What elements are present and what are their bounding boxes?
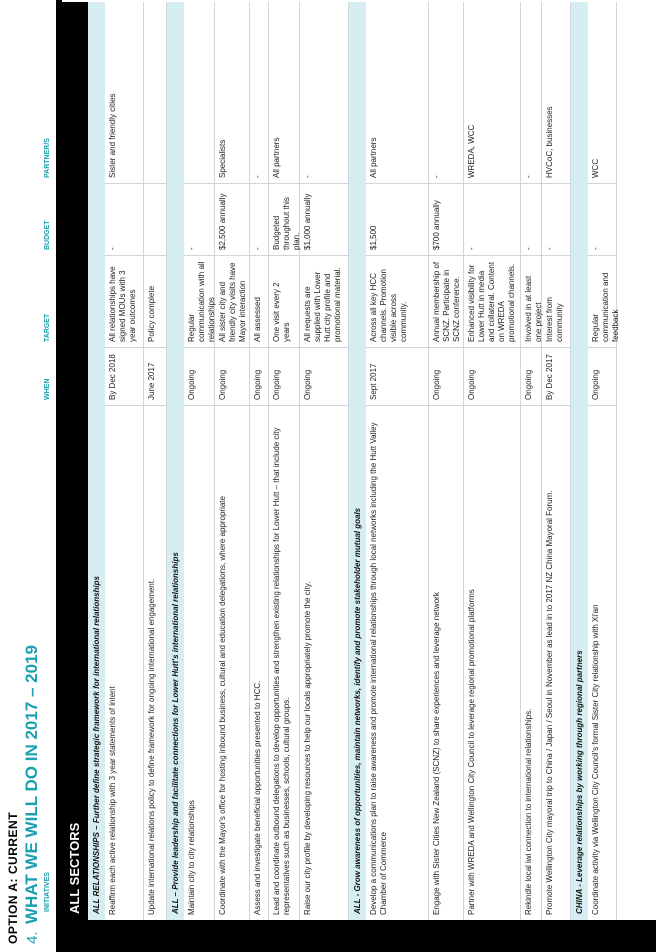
- option-label: OPTION A: CURRENT: [6, 811, 20, 944]
- group-heading: CHINA - Leverage relationships by working through regional partners: [571, 2, 588, 920]
- table-row: [521, 2, 542, 920]
- partners-cell: HVCoC, businesses: [545, 106, 554, 178]
- initiative-cell: Develop a communications plan to raise awareness and promote international relationships through local networks including the Hutt Valley Chamber of Commerce: [366, 405, 428, 920]
- when-cell: Ongoing: [429, 347, 463, 405]
- when-cell: Ongoing: [269, 347, 299, 405]
- target-cell: Regular communication and feedback: [588, 255, 616, 347]
- table-row: [429, 2, 464, 920]
- table-row: [542, 2, 571, 920]
- budget-cell: -: [588, 183, 616, 255]
- header-budget: BUDGET: [44, 220, 51, 250]
- group-heading: ALL – Provide leadership and facilitate connections for Lower Hutt's international relationships: [167, 2, 184, 920]
- group-heading: ALL RELATIONSHIPS – Further define strategic framework for international relationships: [88, 2, 105, 920]
- budget-cell: -: [184, 183, 214, 255]
- table-row: [464, 2, 521, 920]
- table-row: [366, 2, 429, 920]
- when-cell: Ongoing: [588, 347, 616, 405]
- partners-cell: -: [432, 175, 441, 178]
- partners-cell: WREDA, WCC: [467, 124, 476, 178]
- initiative-cell: Engage with Sister Cities New Zealand (SCNZ) to share experiences and leverage network: [429, 405, 463, 920]
- table-row: [250, 2, 269, 920]
- table-row: [269, 2, 300, 920]
- partners-cell: Specialists: [218, 139, 227, 178]
- when-cell: Ongoing: [184, 347, 214, 405]
- initiatives-table: [62, 2, 620, 920]
- header-initiatives: INITIATIVES: [44, 872, 51, 912]
- initiative-cell: Assess and investigate beneficial opportunities presented to HCC.: [250, 405, 268, 920]
- table-row: [144, 2, 167, 920]
- partners-cell: Sister and friendly cities: [108, 93, 117, 178]
- table-row: [215, 2, 250, 920]
- budget-cell: [144, 183, 166, 255]
- group-heading: ALL - Grow awareness of opportunities, maintain networks, identify and promote stakeholder mutual goals: [349, 2, 366, 920]
- budget-cell: $1,500: [366, 183, 428, 255]
- budget-cell: -: [521, 183, 541, 255]
- when-cell: Sept 2017: [366, 347, 428, 405]
- target-cell: Annual membership of SCNZ. Participate in SCNZ conference.: [429, 255, 463, 347]
- target-cell: All assessed: [250, 255, 268, 347]
- when-cell: Ongoing: [215, 347, 249, 405]
- partners-cell: -: [253, 175, 262, 178]
- partners-cell: All partners: [369, 137, 378, 178]
- target-cell: Policy complete: [144, 255, 166, 347]
- partners-cell: [184, 2, 214, 183]
- initiative-cell: Coordinate with the Mayor's office for hosting inbound business, cultural and education delegations, where appropriate: [215, 405, 249, 920]
- when-cell: Ongoing: [521, 347, 541, 405]
- partners-cell: WCC: [591, 158, 600, 178]
- section-title: WHAT WE WILL DO IN 2017 – 2019: [22, 645, 41, 924]
- table-row: [588, 2, 620, 920]
- target-cell: Regular communication with all relationships: [184, 255, 214, 347]
- initiative-cell: Partner with WREDA and Wellington City Council to leverage regional promotional platforms: [464, 405, 520, 920]
- budget-cell: $700 annually: [429, 183, 463, 255]
- budget-cell: Budgeted throughout this plan.: [269, 183, 299, 255]
- partners-cell: All partners: [272, 137, 281, 178]
- section-number: 4.: [24, 931, 41, 944]
- target-cell: All sister city and friendly city visits have Mayor interaction: [215, 255, 249, 347]
- target-cell: All relationships have signed MOUs with 3 year outcomes: [105, 255, 143, 347]
- header-when: WHEN: [44, 378, 51, 400]
- table-row: [184, 2, 215, 920]
- budget-cell: -: [464, 183, 520, 255]
- initiative-cell: Update international relations policy to define framework for ongoing international engagement.: [144, 405, 166, 920]
- when-cell: Ongoing: [250, 347, 268, 405]
- when-cell: Ongoing: [300, 347, 348, 405]
- budget-cell: $1,000 annually: [300, 183, 348, 255]
- budget-cell: -: [542, 183, 570, 255]
- target-cell: One visit every 2 years: [269, 255, 299, 347]
- target-cell: Interest from community: [542, 255, 570, 347]
- initiative-cell: Rekindle local iwi connection to international relationships.: [521, 405, 541, 920]
- when-cell: June 2017: [144, 347, 166, 405]
- initiative-cell: Maintain city to city relationships: [184, 405, 214, 920]
- initiative-cell: Coordinate activity via Wellington City Council's formal Sister City relationship with Xi'an: [588, 405, 616, 920]
- when-cell: By Dec 2017: [542, 347, 570, 405]
- target-cell: Enhanced visibility for Lower Hutt in media and collateral. Content on WREDA promotional channels.: [464, 255, 520, 347]
- all-sectors-banner: ALL SECTORS: [62, 2, 88, 920]
- partners-cell: -: [303, 175, 312, 178]
- when-cell: By Dec 2018: [105, 347, 143, 405]
- target-cell: Involved in at least one project: [521, 255, 541, 347]
- budget-cell: -: [250, 183, 268, 255]
- when-cell: Ongoing: [464, 347, 520, 405]
- left-bar: [62, 920, 656, 952]
- initiative-cell: Lead and coordinate outbound delegations to develop opportunities and strengthen existing relationships for Lower Hutt – that include city representatives such as businesses, schools, cultural groups.: [269, 405, 299, 920]
- partners-cell: [144, 2, 166, 183]
- initiative-cell: Raise our city profile by developing resources to help our locals appropriately promote the city.: [300, 405, 348, 920]
- table-row: [300, 2, 349, 920]
- initiative-cell: Reaffirm each active relationship with 3 year statements of intent: [105, 405, 143, 920]
- budget-cell: -: [105, 183, 143, 255]
- initiative-cell: Promote Wellington City mayoral trip to China / Japan / Seoul in November as lead in to 2017 NZ China Mayoral Forum.: [542, 405, 570, 920]
- target-cell: Across all key HCC channels. Promotion visible across community.: [366, 255, 428, 347]
- header-partners: PARTNER/S: [44, 138, 51, 178]
- header-target: TARGET: [44, 313, 51, 342]
- budget-cell: $2,500 annually: [215, 183, 249, 255]
- table-row: [105, 2, 144, 920]
- target-cell: All requests are supplied with Lower Hutt city profile and promotional material.: [300, 255, 348, 347]
- partners-cell: -: [524, 175, 533, 178]
